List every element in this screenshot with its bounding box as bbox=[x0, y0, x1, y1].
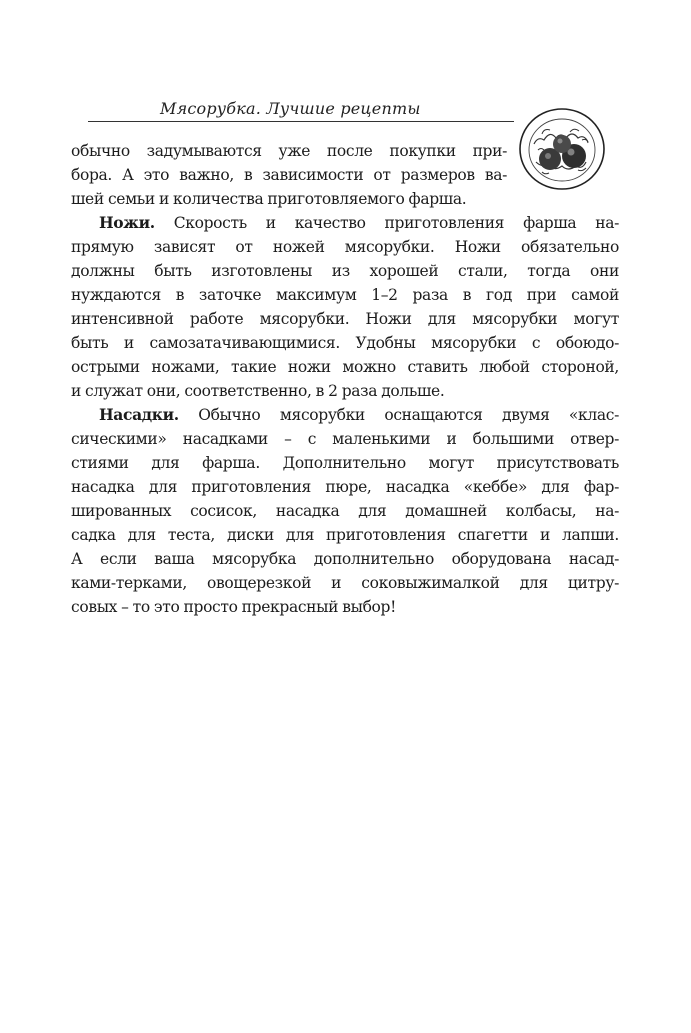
paragraph-knives bbox=[71, 211, 619, 403]
text-line: стиями для фарша. Дополнительно могут присутствовать bbox=[71, 454, 619, 472]
paragraph-attachments bbox=[71, 403, 619, 619]
paragraph-heading-attachments: Насадки. bbox=[99, 405, 179, 424]
text-line: насадка для приготовления пюре, насадка «кеббе» для фар- bbox=[71, 478, 619, 496]
text-line: садка для теста, диски для приготовления спагетти и лапши. bbox=[71, 526, 619, 544]
text-line: шей семьи и количества приготовляемого фарша. bbox=[71, 190, 467, 208]
text-line: должны быть изготовлены из хорошей стали, тогда они bbox=[71, 262, 619, 280]
text-line: интенсивной работе мясорубки. Ножи для мясорубки могут bbox=[71, 310, 619, 328]
text-line: и служат они, соответственно, в 2 раза дольше. bbox=[71, 382, 445, 400]
text-line: обычно задумываются уже после покупки при- bbox=[71, 142, 507, 160]
running-head-title: Мясорубка. Лучшие рецепты bbox=[160, 99, 421, 118]
text-line: А если ваша мясорубка дополнительно оборудована насад- bbox=[71, 550, 619, 568]
text-line: сическими» насадками – с маленькими и большими отвер- bbox=[71, 430, 619, 448]
paragraph-heading-knives: Ножи. bbox=[99, 213, 155, 232]
text-line: прямую зависят от ножей мясорубки. Ножи обязательно bbox=[71, 238, 619, 256]
text-line: острыми ножами, такие ножи можно ставить любой стороной, bbox=[71, 358, 619, 376]
text-line: шированных сосисок, насадка для домашней колбасы, на- bbox=[71, 502, 619, 520]
text-line: бора. А это важно, в зависимости от размеров ва- bbox=[71, 166, 507, 184]
text-line: совых – то это просто прекрасный выбор! bbox=[71, 598, 396, 616]
text-line: ками-терками, овощерезкой и соковыжималкой для цитру- bbox=[71, 574, 619, 592]
text-line: нуждаются в заточке максимум 1–2 раза в год при самой bbox=[71, 286, 619, 304]
text-fragment: Обычно мясорубки оснащаются двумя «клас- bbox=[178, 406, 619, 424]
paragraph-intro bbox=[71, 139, 619, 211]
text-fragment: Скорость и качество приготовления фарша на- bbox=[154, 214, 619, 232]
header-divider bbox=[88, 121, 514, 122]
text-line bbox=[71, 211, 619, 235]
body-text bbox=[71, 139, 619, 619]
text-line: быть и самозатачивающимися. Удобны мясорубки с обоюдо- bbox=[71, 334, 619, 352]
text-line bbox=[71, 403, 619, 427]
